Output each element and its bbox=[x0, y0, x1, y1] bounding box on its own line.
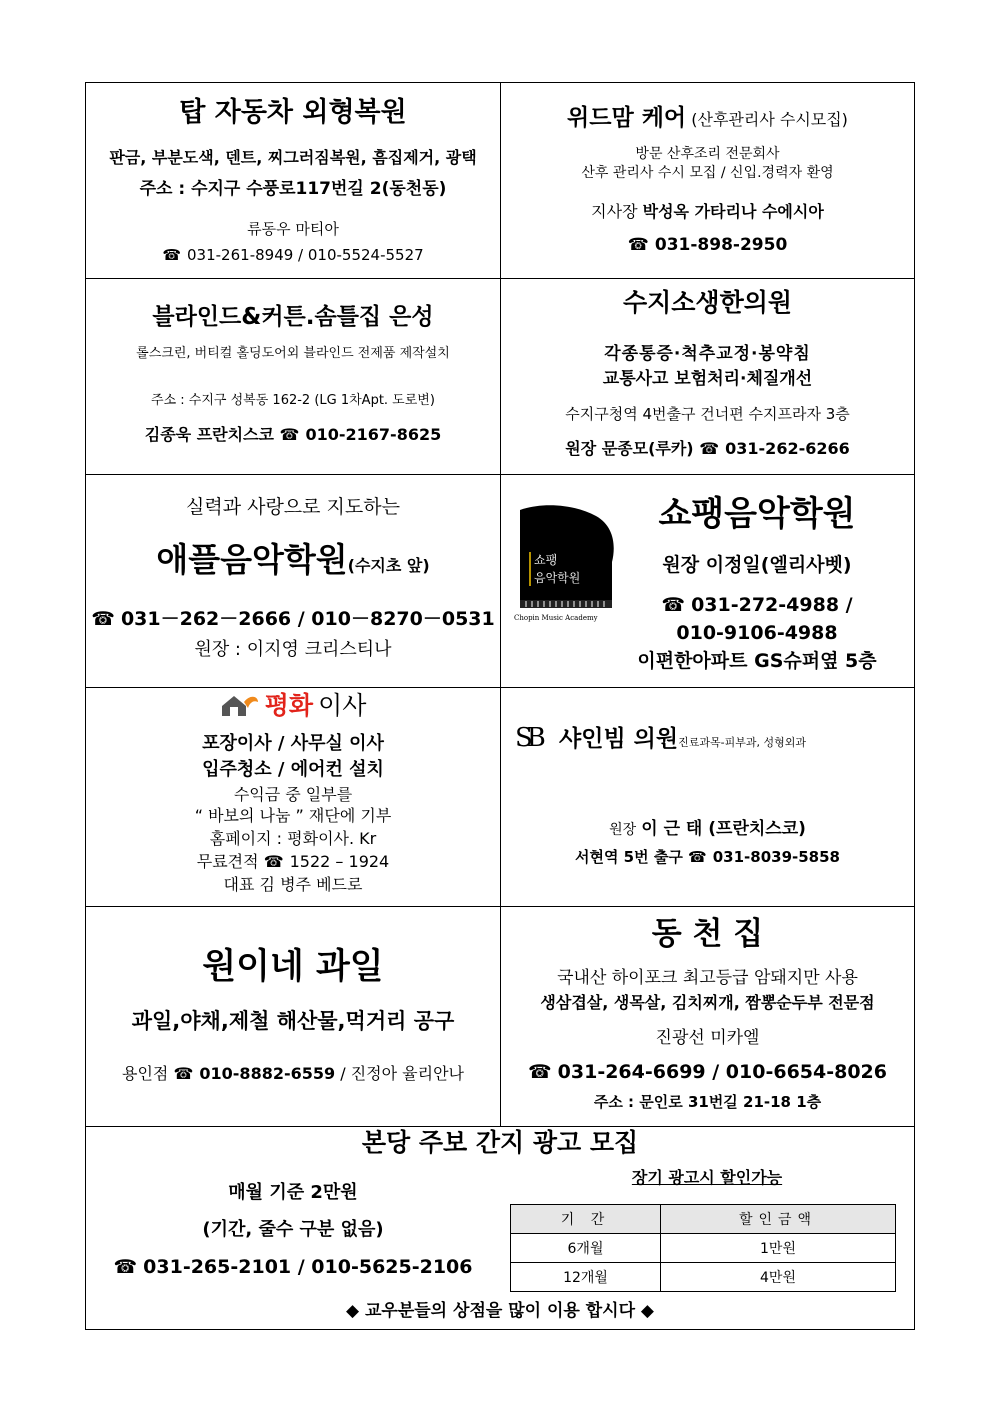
ad-title: 블라인드&커튼.솜틀집 은성 bbox=[152, 304, 434, 330]
table-header: 기 간 bbox=[511, 1205, 661, 1234]
table-header-row bbox=[511, 1205, 896, 1234]
ad-shinebeam-clinic bbox=[501, 688, 914, 906]
ad-title-red: 평화 bbox=[264, 691, 313, 720]
phone-icon bbox=[699, 439, 725, 458]
ad-phone: 031-898-2950 bbox=[654, 235, 788, 255]
table-row bbox=[511, 1263, 896, 1292]
ad-label: 무료견적 bbox=[196, 852, 259, 871]
logo-caption: Chopin Music Academy bbox=[514, 614, 598, 622]
phone-icon bbox=[91, 608, 121, 630]
ad-phone: 031-262-6266 bbox=[725, 439, 850, 458]
shinebeam-logo: SB bbox=[515, 723, 540, 753]
ad-specialty: 진료과목-피부과, 성형외과 bbox=[678, 736, 806, 749]
ad-chopin-music bbox=[600, 475, 914, 687]
recruit-note: (기간, 줄수 구분 없음) bbox=[202, 1219, 384, 1240]
discount-table bbox=[510, 1204, 896, 1292]
ad-line: 각종통증·척추교정·봉약침 bbox=[604, 344, 811, 364]
ad-phone: 010-2167-8625 bbox=[305, 425, 442, 444]
ad-title-black: 이사 bbox=[318, 691, 367, 720]
ad-line: 방문 산후조리 전문회사 bbox=[635, 146, 780, 162]
ad-owner: 진광선 미카엘 bbox=[655, 1028, 760, 1048]
ad-title: 탑 자동차 외형복원 bbox=[179, 97, 407, 128]
phone-icon bbox=[528, 1061, 558, 1083]
ad-branch: 용인점 bbox=[121, 1064, 169, 1083]
phone-icon bbox=[628, 235, 655, 255]
ad-line: 교통사고 보험처리·체질개선 bbox=[602, 369, 813, 389]
ad-slogan: 실력과 사랑으로 지도하는 bbox=[186, 496, 400, 518]
recruit-title: 본당 주보 간지 광고 모집 bbox=[361, 1128, 639, 1157]
ad-phone: 010-8882-6559 bbox=[199, 1064, 336, 1083]
ad-blind-curtain bbox=[86, 279, 500, 474]
ad-line: 입주청소 / 에어컨 설치 bbox=[202, 759, 384, 780]
ad-manager-title: 지사장 bbox=[591, 202, 638, 221]
phone-icon bbox=[280, 425, 306, 444]
ad-title: 동 천 집 bbox=[651, 916, 764, 952]
ad-phone: 031-8039-5858 bbox=[712, 848, 840, 866]
ad-phone: 031-272-4988 / bbox=[691, 594, 853, 616]
table-cell: 4만원 bbox=[661, 1263, 896, 1292]
ad-director: 이 근 태 (프란치스코) bbox=[641, 819, 806, 839]
ad-address: 주소 : 문인로 31번길 21-18 1층 bbox=[593, 1093, 822, 1111]
ad-services: 판금, 부분도색, 덴트, 찌그러짐복원, 흠집제거, 광택 bbox=[109, 148, 477, 167]
phone-icon bbox=[113, 1256, 143, 1278]
ad-owner: 김종욱 프란치스코 bbox=[144, 425, 274, 444]
ad-address: 이편한아파트 GS슈퍼옆 5층 bbox=[637, 650, 877, 672]
ad-owner: / 진정아 율리안나 bbox=[340, 1064, 464, 1083]
ad-suji-clinic bbox=[501, 279, 914, 474]
ad-director-title: 원장 bbox=[609, 822, 637, 838]
ad-director: 원장 이정일(엘리사벳) bbox=[662, 554, 852, 576]
ad-withmom-care bbox=[501, 83, 914, 278]
ad-title: 위드맘 케어 bbox=[567, 105, 687, 131]
ad-tagline: (산후관리사 수시모집) bbox=[691, 110, 848, 129]
ad-phone: 010-9106-4988 bbox=[676, 622, 838, 644]
ad-location: 서현역 5번 출구 bbox=[574, 848, 683, 866]
ad-title: 원이네 과일 bbox=[202, 947, 384, 987]
ad-owner: 대표 김 병주 베드로 bbox=[223, 875, 363, 894]
ad-phone: 1522 – 1924 bbox=[289, 852, 390, 871]
table-header: 할인금액 bbox=[661, 1205, 896, 1234]
ad-director: 원장 문종모(루카) bbox=[565, 439, 694, 458]
table-row bbox=[511, 1234, 896, 1263]
ad-line: 국내산 하이포크 최고등급 암돼지만 사용 bbox=[557, 968, 858, 988]
table-cell: 12개월 bbox=[511, 1263, 661, 1292]
ad-owner: 류동우 마티아 bbox=[247, 220, 339, 238]
phone-icon bbox=[688, 848, 713, 866]
table-cell: 6개월 bbox=[511, 1234, 661, 1263]
phone-icon bbox=[173, 1064, 199, 1083]
ad-phone: 031-264-6699 / 010-6654-8026 bbox=[557, 1061, 887, 1083]
ad-manager: 박성옥 가타리나 수에시아 bbox=[642, 202, 824, 221]
ad-wonine-fruit bbox=[86, 907, 500, 1126]
ad-location: 수지구청역 4번출구 건너편 수지프라자 3층 bbox=[565, 405, 850, 423]
table-cell: 1만원 bbox=[661, 1234, 896, 1263]
ad-tap-auto bbox=[86, 83, 500, 278]
ad-address: 주소 : 수지구 성복동 162-2 (LG 1차Apt. 도로변) bbox=[151, 393, 435, 408]
ad-title: 수지소생한의원 bbox=[622, 288, 793, 317]
ad-line: 홈페이지 : 평화이사. Kr bbox=[209, 829, 377, 848]
phone-icon bbox=[264, 852, 290, 871]
ad-line: 산후 관리사 수시 모집 / 신입.경력자 환영 bbox=[581, 165, 834, 181]
logo-text: 쇼팽 bbox=[534, 553, 558, 567]
ad-line: 생삼겹살, 생목살, 김치찌개, 짬뽕순두부 전문점 bbox=[540, 993, 875, 1012]
ad-location: (수지초 앞) bbox=[347, 556, 430, 575]
ad-phone: 031－262－2666 / 010－8270－0531 bbox=[120, 608, 495, 630]
recruit-phone: 031-265-2101 / 010-5625-2106 bbox=[143, 1256, 473, 1278]
house-icon bbox=[220, 692, 260, 718]
ad-line: 수익금 중 일부를 bbox=[233, 785, 353, 804]
ad-title: 샤인빔 의원 bbox=[559, 726, 679, 752]
discount-title: 장기 광고시 할인가능 bbox=[631, 1168, 783, 1187]
ad-products: 롤스크린, 버티컬 홀딩도어외 블라인드 전제품 제작설치 bbox=[136, 346, 450, 361]
ad-pyeonghwa-moving bbox=[86, 688, 500, 906]
ad-dongcheon-restaurant bbox=[501, 907, 914, 1126]
logo-text: 음악학원 bbox=[534, 571, 581, 585]
ad-title: 쇼팽음악학원 bbox=[658, 494, 856, 534]
phone-icon bbox=[661, 594, 691, 616]
ad-items: 과일,야채,제철 해산물,먹거리 공구 bbox=[131, 1009, 455, 1033]
ad-apple-music bbox=[86, 475, 500, 687]
ad-address: 주소 : 수지구 수풍로117번길 2(동천동) bbox=[139, 179, 447, 199]
ad-director: 원장 : 이지영 크리스티나 bbox=[194, 639, 392, 660]
recruit-price: 매월 기준 2만원 bbox=[228, 1182, 358, 1203]
ad-line: “ 바보의 나눔 ” 재단에 기부 bbox=[194, 806, 392, 825]
ad-phone: 031-261-8949 / 010-5524-5527 bbox=[187, 246, 424, 264]
recruit-footer: ◆ 교우분들의 상점을 많이 이용 합시다 ◆ bbox=[346, 1301, 654, 1321]
ad-title: 애플음악학원 bbox=[156, 540, 348, 579]
ad-line: 포장이사 / 사무실 이사 bbox=[202, 733, 384, 754]
phone-icon bbox=[162, 246, 187, 264]
